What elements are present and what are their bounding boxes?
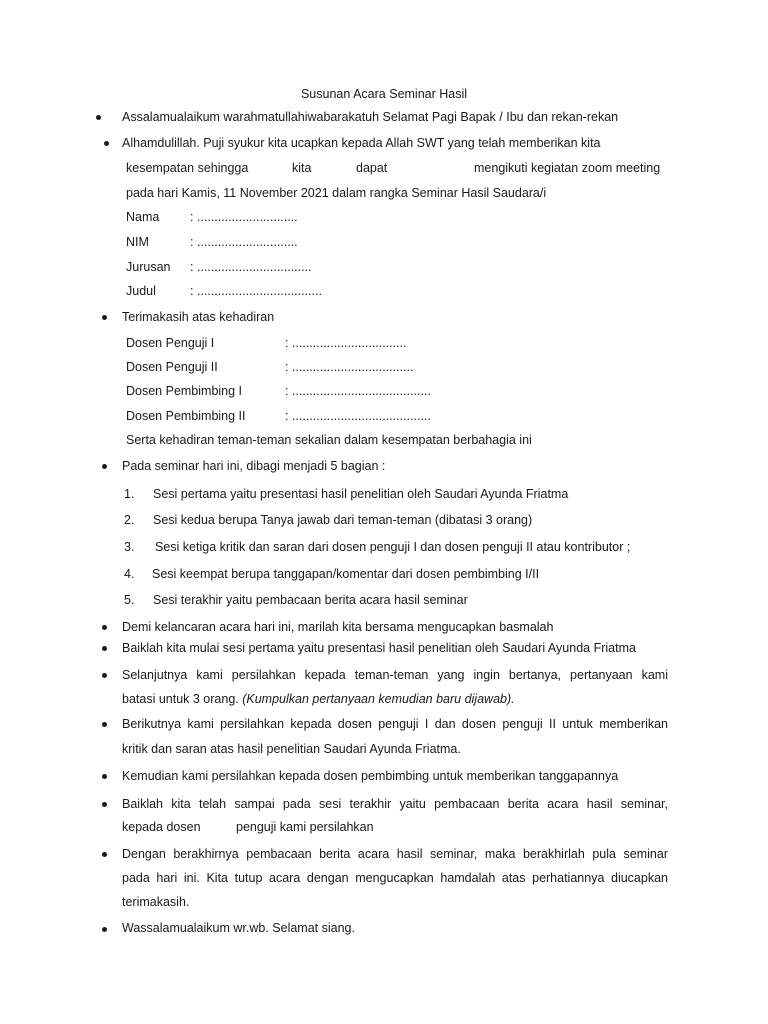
student-field-label: NIM <box>126 235 149 249</box>
bullet-icon <box>102 722 107 727</box>
student-field-value: : .................................... <box>190 284 322 298</box>
flow-examiners-line1: Berikutnya kami persilahkan kepada dosen penguji I dan dosen penguji II untuk memberikan <box>122 717 668 731</box>
flow-closing-line2: pada hari ini. Kita tutup acara dengan mengucapkan hamdalah atas perhatiannya diucapkan <box>122 871 668 885</box>
bullet-icon <box>96 115 101 120</box>
flow-closing-line1: Dengan berakhirnya pembacaan berita acara hasil seminar, maka berakhirlah pula seminar <box>122 847 668 861</box>
opening-alhamdulillah-word1: kesempatan sehingga <box>126 161 249 175</box>
session-number: 3. <box>124 540 135 554</box>
flow-closing-line3: terimakasih. <box>122 895 190 909</box>
bullet-icon <box>102 774 107 779</box>
student-field-value: : ............................. <box>190 235 298 249</box>
opening-alhamdulillah-word3: dapat <box>356 161 388 175</box>
student-field-label: Jurusan <box>126 260 171 274</box>
lecturer-field-label: Dosen Pembimbing II <box>126 409 246 423</box>
bullet-icon <box>102 852 107 857</box>
flow-first-session: Baiklah kita mulai sesi pertama yaitu presentasi hasil penelitian oleh Saudari Ayunda Friatma <box>122 641 636 655</box>
flow-farewell: Wassalamualaikum wr.wb. Selamat siang. <box>122 921 355 935</box>
opening-alhamdulillah-line1: Alhamdulillah. Puji syukur kita ucapkan kepada Allah SWT yang telah memberikan kita <box>122 136 601 150</box>
student-field-value: : ............................. <box>190 210 298 224</box>
session-item: Sesi ketiga kritik dan saran dari dosen penguji I dan dosen penguji II atau kontributor ; <box>155 540 631 554</box>
lecturer-field-label: Dosen Pembimbing I <box>126 384 243 398</box>
session-number: 4. <box>124 567 135 581</box>
session-number: 2. <box>124 513 135 527</box>
session-number: 1. <box>124 487 135 501</box>
flow-last-session-word1: kepada dosen <box>122 820 201 834</box>
flow-qa-note: (Kumpulkan pertanyaan kemudian baru dijawab). <box>238 692 515 706</box>
session-item: Sesi pertama yaitu presentasi hasil penelitian oleh Saudari Ayunda Friatma <box>153 487 569 501</box>
bullet-icon <box>102 315 107 320</box>
lecturer-field-label: Dosen Penguji I <box>126 336 215 350</box>
flow-qa-text: batasi untuk 3 orang. <box>122 692 239 706</box>
student-field-label: Nama <box>126 210 160 224</box>
flow-qa-line1: Selanjutnya kami persilahkan kepada teman-teman yang ingin bertanya, pertanyaan kami <box>122 668 668 682</box>
thanks-closing: Serta kehadiran teman-teman sekalian dalam kesempatan berbahagia ini <box>126 433 532 447</box>
lecturer-field-value: : ........................................ <box>285 409 431 423</box>
sessions-heading: Pada seminar hari ini, dibagi menjadi 5 bagian : <box>122 459 386 473</box>
flow-qa-line2 <box>122 691 515 707</box>
flow-last-session-word2: penguji kami persilahkan <box>236 820 374 834</box>
thanks-heading: Terimakasih atas kehadiran <box>122 310 275 324</box>
bullet-icon <box>102 802 107 807</box>
bullet-icon <box>102 927 107 932</box>
session-item: Sesi terakhir yaitu pembacaan berita acara hasil seminar <box>153 593 468 607</box>
bullet-icon <box>102 464 107 469</box>
flow-last-session-line1: Baiklah kita telah sampai pada sesi terakhir yaitu pembacaan berita acara hasil seminar, <box>122 797 668 811</box>
bullet-icon <box>102 625 107 630</box>
session-item: Sesi keempat berupa tanggapan/komentar dari dosen pembimbing I/II <box>152 567 540 581</box>
flow-basmalah: Demi kelancaran acara hari ini, marilah kita bersama mengucapkan basmalah <box>122 620 554 634</box>
flow-examiners-line2: kritik dan saran atas hasil penelitian Saudari Ayunda Friatma. <box>122 742 461 756</box>
session-number: 5. <box>124 593 135 607</box>
lecturer-field-value: : ................................... <box>285 360 414 374</box>
opening-salam: Assalamualaikum warahmatullahiwabarakatuh Selamat Pagi Bapak / Ibu dan rekan-rekan <box>122 110 619 124</box>
lecturer-field-label: Dosen Penguji II <box>126 360 218 374</box>
student-field-value: : ................................. <box>190 260 312 274</box>
opening-alhamdulillah-word4: mengikuti kegiatan zoom meeting <box>474 161 661 175</box>
document-title: Susunan Acara Seminar Hasil <box>300 87 468 101</box>
opening-alhamdulillah-line3: pada hari Kamis, 11 November 2021 dalam rangka Seminar Hasil Saudara/i <box>126 186 547 200</box>
bullet-icon <box>102 646 107 651</box>
session-item: Sesi kedua berupa Tanya jawab dari teman-teman (dibatasi 3 orang) <box>153 513 533 527</box>
bullet-icon <box>102 673 107 678</box>
flow-supervisor: Kemudian kami persilahkan kepada dosen pembimbing untuk memberikan tanggapannya <box>122 769 619 783</box>
opening-alhamdulillah-word2: kita <box>292 161 312 175</box>
lecturer-field-value: : ................................. <box>285 336 407 350</box>
student-field-label: Judul <box>126 284 156 298</box>
lecturer-field-value: : ........................................ <box>285 384 431 398</box>
bullet-icon <box>104 141 109 146</box>
